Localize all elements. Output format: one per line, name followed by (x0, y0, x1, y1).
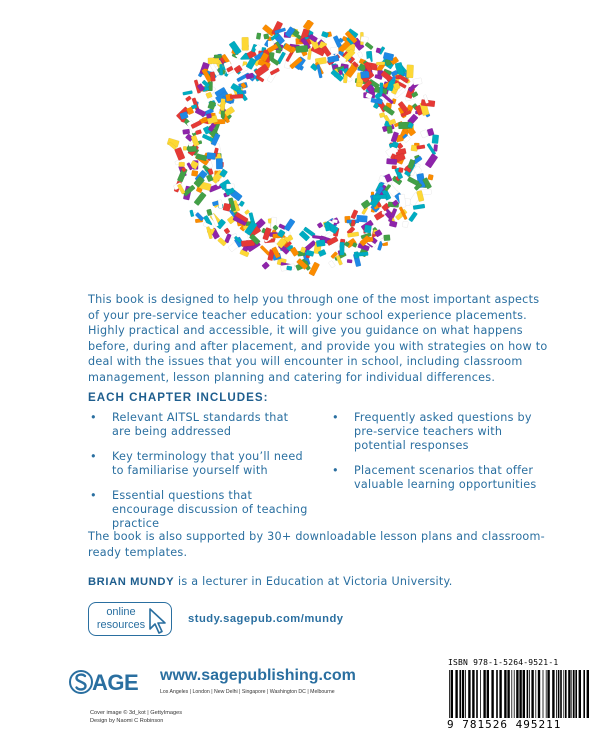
svg-text:AGE: AGE (92, 670, 139, 695)
barcode-digits: 9 781526 495211 (447, 718, 589, 731)
chapter-includes-heading: EACH CHAPTER INCLUDES: (88, 391, 269, 404)
cover-image-credit: Cover image © 3d_kot | GettyImages (90, 710, 183, 716)
list-item: • Placement scenarios that offer valuable learning opportunities (332, 464, 537, 491)
includes-list-left (88, 411, 310, 542)
online-resources-link[interactable]: study.sagepub.com/mundy (188, 613, 344, 625)
bullet-icon: • (90, 411, 97, 424)
online-resources-badge[interactable] (88, 602, 172, 636)
bullet-icon: • (332, 411, 339, 424)
sage-logo (68, 664, 158, 700)
author-bio (88, 574, 548, 590)
resources-label: resources (96, 619, 146, 631)
author-description: is a lecturer in Education at Victoria University. (174, 575, 453, 588)
online-label: online (106, 606, 136, 618)
bullet-icon: • (332, 464, 339, 477)
bullet-icon: • (90, 489, 97, 502)
book-description: This book is designed to help you through one of the most important aspects of your pre-service teacher education: your school experience placements. Highly practical and accessible, it will give you guidance on what happens before, during and after placement, and provide you with strategies on how to deal with the issues that you will encounter in school, including classroom management, lesson planning and catering for individual differences. (88, 293, 548, 384)
list-item: • Key terminology that you’ll need to familiarise yourself with (90, 450, 303, 477)
list-item: • Relevant AITSL standards that are being addressed (90, 411, 289, 438)
lego-wreath-image (150, 20, 460, 282)
list-item: • Essential questions that encourage discussion of teaching practice (90, 489, 308, 530)
includes-list-right (330, 411, 552, 503)
list-item: • Frequently asked questions by pre-service teachers with potential responses (332, 411, 532, 452)
bullet-icon: • (90, 450, 97, 463)
cursor-arrow-icon (147, 607, 171, 635)
isbn-label: ISBN 978-1-5264-9521-1 (448, 658, 559, 667)
author-name: BRIAN MUNDY (88, 576, 175, 588)
publisher-website[interactable]: www.sagepublishing.com (160, 667, 356, 684)
barcode (447, 670, 589, 720)
support-text: The book is also supported by 30+ downloadable lesson plans and classroom-ready templates. (88, 530, 545, 559)
design-credit: Design by Naomi C Robinson (90, 718, 164, 724)
publisher-cities: Los Angeles | London | New Delhi | Singapore | Washington DC | Melbourne (160, 689, 335, 695)
